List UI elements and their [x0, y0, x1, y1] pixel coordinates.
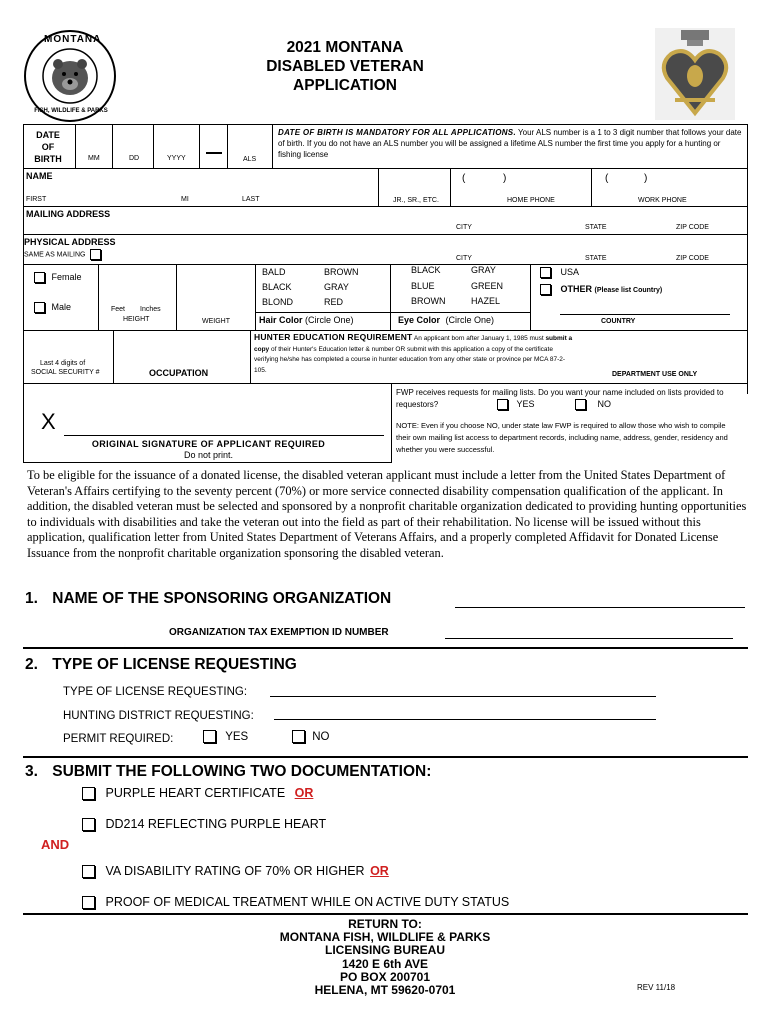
mailing-list-note: NOTE: Even if you choose NO, under state law FWP is required to allow those who wish to compile their own mailing list access to department records, including name, address, gender, residency and whether you were successful. [396, 421, 728, 454]
purple-heart-medal [655, 28, 735, 120]
medical-label: PROOF OF MEDICAL TREATMENT WHILE ON ACTIVE DUTY STATUS [105, 895, 510, 909]
permit-no-label: NO [312, 730, 330, 743]
signature-sub: Do not print. [183, 450, 234, 460]
work-paren-open: ( [605, 173, 609, 184]
mailing-list-question [396, 387, 736, 411]
hair-bald[interactable]: BALD [262, 267, 286, 277]
mailing-no-checkbox[interactable] [575, 399, 586, 410]
first-name-field[interactable] [23, 168, 378, 206]
section-3-num: 3. [25, 763, 38, 780]
permit-yes-checkbox[interactable] [203, 730, 216, 743]
dob-yyyy-label: YYYY [167, 155, 186, 162]
permit-label: PERMIT REQUIRED: [63, 733, 174, 745]
eligibility-paragraph: To be eligible for the issuance of a donated license, the disabled veteran applicant must include a letter from the United States Department of Veteran's Affairs certifying to the seventy percent (70%) or more service connected disability compensation qualification of the applicant. In addition, the disabled veteran must be selected and sponsored by a nonprofit charitable organization dedicated to providing hunting opportunities to individuals with disabilities and take the veteran out into the field as part of their rehabilitation. No license will be issued without this application, qualification letter from United States Department of Veterans Affairs, and a properly completed Affidavit for Donated License Issuance from the nonprofit charitable organization sponsoring the disabled veteran. [27, 468, 747, 560]
als-field[interactable] [228, 124, 272, 168]
mailing-yes-checkbox[interactable] [497, 399, 508, 410]
female-checkbox[interactable] [34, 272, 45, 283]
home-paren-close: ) [503, 173, 507, 184]
purple-heart-label: PURPLE HEART CERTIFICATE [105, 786, 286, 800]
tax-id-input[interactable] [445, 626, 733, 639]
doc-item-purple-heart[interactable] [82, 786, 313, 800]
eye-black[interactable]: BLACK [411, 265, 441, 275]
dob-dash [206, 152, 222, 154]
dob-label-3: BIRTH [34, 154, 62, 164]
usa-option[interactable] [540, 267, 579, 278]
physical-city-label: CITY [456, 255, 472, 262]
mailing-list-text: FWP receives requests for mailing lists. Do you want your name included on lists provided to requestors? [396, 388, 724, 409]
other-option[interactable] [540, 284, 662, 295]
section-1-num: 1. [25, 590, 38, 607]
ssn-label-2: SOCIAL SECURITY # [31, 369, 100, 376]
return-line-4: 1420 E 6th AVE [341, 956, 429, 971]
dob-label-1: DATE [36, 130, 60, 140]
mailing-list-yes[interactable] [497, 399, 535, 410]
eye-gray[interactable]: GRAY [471, 265, 496, 275]
occupation-label: OCCUPATION [149, 368, 209, 378]
suffix-label: JR., SR., ETC. [393, 197, 439, 204]
doc-item-medical[interactable] [82, 895, 509, 909]
eye-label: Eye Color [398, 315, 441, 325]
permit-yes-label: YES [225, 730, 249, 743]
weight-label: WEIGHT [202, 318, 230, 325]
hair-brown[interactable]: BROWN [324, 267, 359, 277]
height-label: HEIGHT [123, 316, 150, 323]
hunter-ed-text-1: An applicant born after January 1, 1985 must [413, 335, 544, 342]
or-1: OR [294, 786, 314, 800]
mailing-zip-label: ZIP CODE [676, 224, 709, 231]
return-line-1: RETURN TO: [348, 917, 422, 931]
last-label: LAST [242, 196, 260, 203]
permit-yes[interactable] [203, 730, 248, 743]
section-3-title: SUBMIT THE FOLLOWING TWO DOCUMENTATION: [52, 763, 432, 780]
hunter-ed-bold: submit a copy [254, 335, 573, 353]
mailing-city-label: CITY [456, 224, 472, 231]
male-option[interactable] [34, 302, 71, 313]
hair-circle-one: (Circle One) [305, 315, 354, 325]
ssn-field[interactable] [23, 330, 113, 383]
height-field[interactable] [99, 264, 176, 330]
usa-label: USA [560, 267, 580, 277]
hunter-ed-text-2: of their Hunter's Education letter & number OR submit with this application a copy of the certificate verifying he/she has completed a course in hunter education from any other state or province per MCA 87-2-105. [254, 345, 566, 374]
work-phone-field[interactable] [592, 168, 747, 206]
dd214-label: DD214 REFLECTING PURPLE HEART [105, 817, 327, 831]
return-line-2: MONTANA FISH, WILDLIFE & PARKS [279, 930, 491, 945]
return-line-6: HELENA, MT 59620-0701 [314, 983, 456, 998]
country-label: COUNTRY [601, 318, 636, 325]
inches-label: Inches [140, 306, 161, 313]
section-2-title: TYPE OF LICENSE REQUESTING [52, 656, 297, 673]
eye-hazel[interactable]: HAZEL [471, 296, 501, 306]
return-line-5: PO BOX 200701 [339, 969, 431, 984]
fwp-logo [22, 28, 118, 124]
dob-month-field[interactable] [76, 124, 112, 168]
home-paren-open: ( [462, 173, 466, 184]
dob-mm-label: MM [88, 155, 100, 162]
dob-label-2: OF [41, 142, 55, 152]
return-line-3: LICENSING BUREAU [324, 943, 445, 958]
page-title [225, 38, 465, 95]
permit-no-checkbox[interactable] [292, 730, 305, 743]
female-label: Female [51, 272, 82, 282]
female-option[interactable] [34, 272, 82, 283]
home-phone-label: HOME PHONE [507, 197, 555, 204]
title-line-3: APPLICATION [293, 77, 397, 94]
same-as-mailing [24, 249, 101, 260]
revision-label: REV 11/18 [637, 983, 676, 992]
same-as-mailing-label: SAME AS MAILING [24, 251, 86, 259]
mi-label: MI [181, 196, 189, 203]
home-phone-field[interactable] [451, 168, 591, 206]
license-type-label: TYPE OF LICENSE REQUESTING: [63, 686, 248, 698]
hair-label: Hair Color [259, 315, 303, 325]
physical-zip-label: ZIP CODE [676, 255, 709, 262]
eye-circle-one: (Circle One) [445, 315, 495, 325]
section-1-title: NAME OF THE SPONSORING ORGANIZATION [52, 590, 392, 607]
mailing-list-no[interactable] [575, 399, 611, 410]
hair-gray[interactable]: GRAY [324, 282, 349, 292]
logo-text-top: MONTANA [44, 34, 102, 45]
section-2-heading [25, 656, 297, 674]
male-checkbox[interactable] [34, 302, 45, 313]
logo-text-bottom: FISH, WILDLIFE & PARKS [34, 108, 108, 114]
mailing-no-label: NO [597, 399, 612, 409]
mailing-label: MAILING ADDRESS [26, 209, 111, 219]
first-label: FIRST [26, 196, 47, 203]
title-line-1: 2021 MONTANA [286, 39, 404, 56]
eye-color-label [398, 315, 494, 325]
mailing-yes-label: YES [516, 399, 535, 409]
work-phone-label: WORK PHONE [638, 197, 687, 204]
dob-day-field[interactable] [113, 124, 153, 168]
mailing-state-label: STATE [585, 224, 607, 231]
physical-address-field[interactable] [23, 234, 747, 264]
section-1-heading [25, 590, 391, 608]
other-note: (Please list Country) [594, 287, 663, 294]
signature-label: ORIGINAL SIGNATURE OF APPLICANT REQUIRED [91, 439, 326, 449]
section-2-num: 2. [25, 656, 38, 673]
eye-blue[interactable]: BLUE [411, 281, 435, 291]
als-label: ALS [243, 156, 257, 163]
hunter-ed-title: HUNTER EDUCATION REQUIREMENT [254, 332, 413, 342]
permit-no[interactable] [292, 730, 329, 743]
section-3-heading [25, 763, 431, 781]
signature-field[interactable] [23, 383, 392, 463]
hair-blond[interactable]: BLOND [262, 297, 294, 307]
dept-use-label: DEPARTMENT USE ONLY [612, 371, 698, 378]
als-note: Your ALS number is a 1 to 3 digit number that follows your date of birth. If you do not have an ALS number you will be assigned a lifetime ALS number the first time you apply for a hunting or fishing license [278, 128, 742, 159]
doc-item-dd214[interactable] [82, 817, 326, 831]
usa-checkbox[interactable] [540, 267, 551, 278]
dob-dd-label: DD [129, 155, 140, 162]
va-rating-label: VA DISABILITY RATING OF 70% OR HIGHER [105, 864, 365, 878]
ssn-label-1: Last 4 digits of [40, 360, 86, 367]
doc-item-va-rating[interactable] [82, 864, 389, 878]
work-paren-close: ) [644, 173, 648, 184]
purple-heart-checkbox[interactable] [82, 787, 95, 800]
physical-label: PHYSICAL ADDRESS [24, 237, 116, 247]
physical-state-label: STATE [585, 255, 607, 262]
tax-id-label: ORGANIZATION TAX EXEMPTION ID NUMBER [169, 627, 389, 638]
mailing-address-field[interactable] [23, 206, 747, 234]
and-label: AND [41, 837, 70, 852]
return-to-address [220, 918, 550, 997]
district-label: HUNTING DISTRICT REQUESTING: [63, 710, 254, 722]
hair-black[interactable]: BLACK [262, 282, 292, 292]
license-type-input[interactable] [270, 683, 656, 697]
male-label: Male [51, 302, 72, 312]
eye-green[interactable]: GREEN [471, 281, 504, 291]
name-label: NAME [26, 171, 53, 181]
other-checkbox[interactable] [540, 284, 551, 295]
feet-label: Feet [111, 306, 126, 313]
dob-mandatory: DATE OF BIRTH IS MANDATORY FOR ALL APPLICATIONS. [278, 128, 516, 137]
hair-color-label [259, 315, 354, 325]
same-as-mailing-checkbox[interactable] [90, 249, 101, 260]
dd214-checkbox[interactable] [82, 818, 95, 831]
hair-red[interactable]: RED [324, 297, 344, 307]
or-2: OR [370, 864, 389, 878]
other-label: OTHER [560, 284, 593, 294]
title-line-2: DISABLED VETERAN [266, 58, 424, 75]
sponsor-org-input[interactable] [455, 594, 745, 608]
medical-checkbox[interactable] [82, 896, 95, 909]
dob-note [278, 127, 744, 160]
dob-year-field[interactable] [154, 124, 199, 168]
dob-label [28, 129, 68, 165]
weight-field[interactable] [177, 264, 255, 330]
occupation-field[interactable] [114, 330, 250, 383]
va-rating-checkbox[interactable] [82, 865, 95, 878]
hunter-ed-box [254, 332, 574, 376]
district-input[interactable] [274, 706, 656, 720]
signature-x-mark: X [41, 409, 56, 434]
eye-brown[interactable]: BROWN [411, 296, 446, 306]
